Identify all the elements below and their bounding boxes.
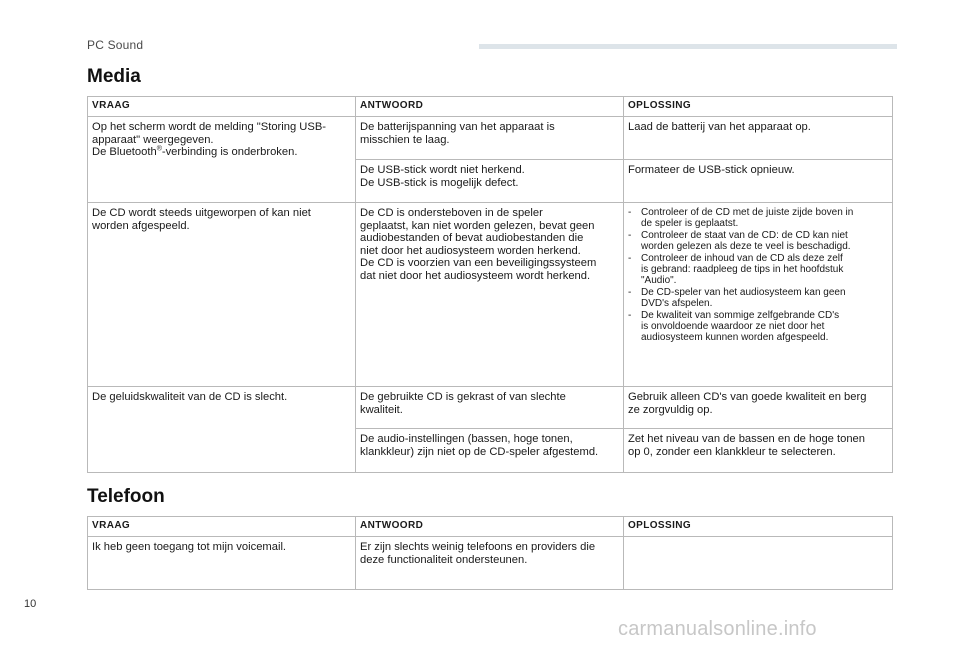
media-section-title: Media: [87, 66, 141, 87]
table-row: [88, 203, 893, 387]
solution-bullet: - Controleer de staat van de CD: de CD kan niet worden gelezen als deze te veel is beschadigd.: [628, 229, 851, 253]
phone-section-title: Telefoon: [87, 486, 165, 507]
question-cell: De geluidskwaliteit van de CD is slecht.: [88, 387, 356, 473]
answer-cell: De audio-instellingen (bassen, hoge tonen, klankkleur) zijn niet op de CD-speler afgestemd.: [356, 429, 624, 473]
column-header-answer: ANTWOORD: [356, 97, 624, 117]
answer-cell: De CD is ondersteboven in de speler geplaatst, kan niet worden gelezen, bevat geen audiobestanden of bevat audiobestanden die niet door het audiosysteem worden herkend. De CD is voorzien van een beveiligingssysteem dat niet door het audiosysteem wordt herkend.: [356, 203, 624, 387]
column-header-answer: ANTWOORD: [356, 517, 624, 537]
solution-cell: [624, 537, 893, 590]
table-row: [88, 387, 893, 429]
solution-bullet: - Controleer de inhoud van de CD als deze zelf is gebrand: raadpleeg de tips in het hoofdstuk "Audio".: [628, 252, 844, 287]
registered-mark: ®: [156, 145, 162, 153]
solution-cell: Formateer de USB-stick opnieuw.: [624, 160, 893, 203]
answer-cell: De batterijspanning van het apparaat is misschien te laag.: [356, 117, 624, 160]
solution-cell: Zet het niveau van de bassen en de hoge tonen op 0, zonder een klankkleur te selecteren.: [624, 429, 893, 473]
table-header-row: [88, 97, 893, 117]
table-row: [88, 537, 893, 590]
question-cell: Op het scherm wordt de melding "Storing USB- apparaat" weergegeven. De Bluetooth®-verbinding is onderbroken.: [88, 117, 356, 203]
solution-bullet: - De kwaliteit van sommige zelfgebrande CD's is onvoldoende waardoor ze niet door het audiosysteem kunnen worden afgespeeld.: [628, 309, 840, 344]
column-header-solution: OPLOSSING: [624, 517, 893, 537]
column-header-question: VRAAG: [88, 517, 356, 537]
question-cell: Ik heb geen toegang tot mijn voicemail.: [88, 537, 356, 590]
page-number: 10: [24, 598, 37, 610]
solution-cell: Laad de batterij van het apparaat op.: [624, 117, 893, 160]
phone-troubleshooting-table: [87, 516, 893, 590]
header-rule: [479, 44, 897, 49]
column-header-question: VRAAG: [88, 97, 356, 117]
answer-cell: De gebruikte CD is gekrast of van slechte kwaliteit.: [356, 387, 624, 429]
answer-cell: De USB-stick wordt niet herkend. De USB-stick is mogelijk defect.: [356, 160, 624, 203]
table-header-row: [88, 517, 893, 537]
question-cell: De CD wordt steeds uitgeworpen of kan niet worden afgespeeld.: [88, 203, 356, 387]
running-title: PC Sound: [87, 38, 144, 52]
column-header-solution: OPLOSSING: [624, 97, 893, 117]
answer-cell: Er zijn slechts weinig telefoons en providers die deze functionaliteit ondersteunen.: [356, 537, 624, 590]
solution-cell: Gebruik alleen CD's van goede kwaliteit en berg ze zorgvuldig op.: [624, 387, 893, 429]
solution-bullet: - Controleer of de CD met de juiste zijde boven in de speler is geplaatst.: [628, 207, 854, 230]
table-row: [88, 117, 893, 160]
watermark: carmanualsonline.info: [618, 618, 817, 640]
media-troubleshooting-table: [87, 96, 893, 473]
solution-cell: [624, 203, 893, 387]
solution-bullet: - De CD-speler van het audiosysteem kan geen DVD's afspelen.: [628, 286, 846, 310]
